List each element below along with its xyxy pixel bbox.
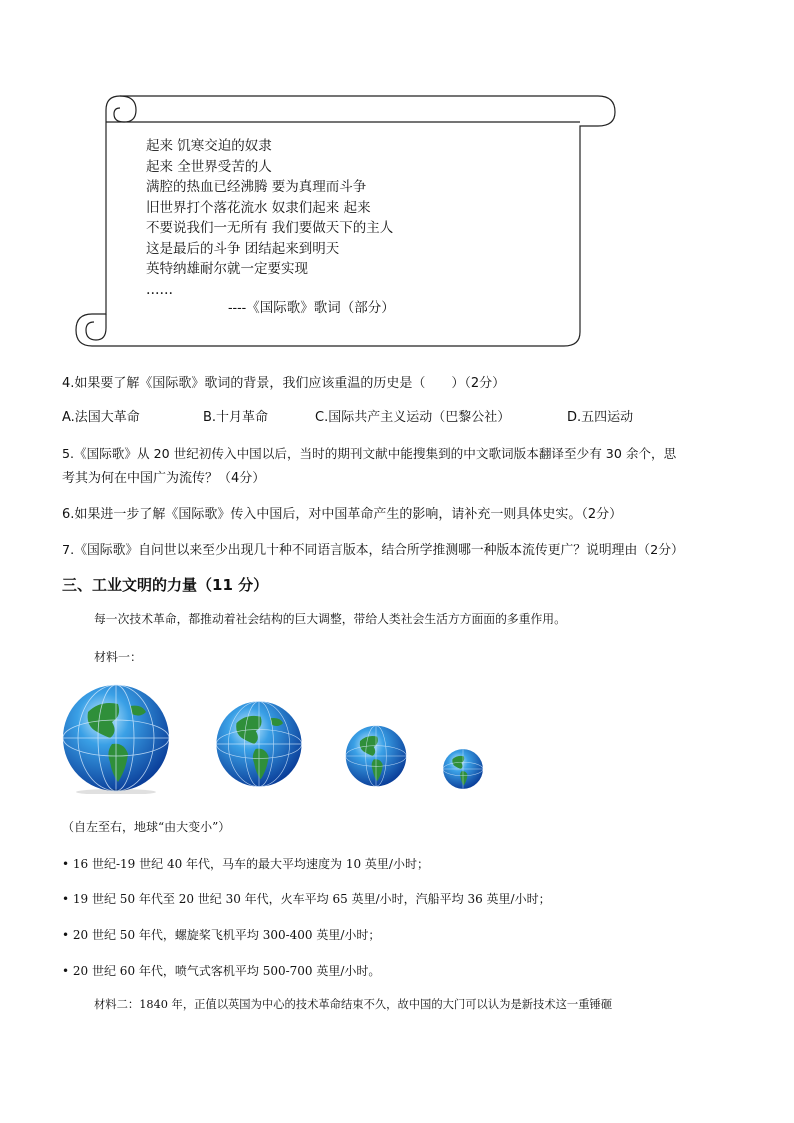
question-4: 4.如果要了解《国际歌》歌词的背景，我们应该重温的历史是（ ）（2分） <box>62 376 506 391</box>
globe-caption: （自左至右，地球“由大变小”） <box>62 820 231 834</box>
globe-icon <box>214 699 304 789</box>
bullet-item: • 20 世纪 50 年代，螺旋桨飞机平均 300-400 英里/小时； <box>62 928 381 942</box>
section-intro: 每一次技术革命，都推动着社会结构的巨大调整，带给人类社会生活方方面面的多重作用。 <box>94 612 566 626</box>
question-7: 7.《国际歌》自问世以来至少出现几十种不同语言版本，结合所学推测哪一种版本流传更广？说明理由（2分） <box>62 543 684 558</box>
lyric-line: 这是最后的斗争 团结起来到明天 <box>146 240 340 257</box>
bullet-text: 20 世纪 50 年代，螺旋桨飞机平均 300-400 英里/小时； <box>72 928 381 942</box>
globe-icon <box>442 748 484 790</box>
bullet-item: • 20 世纪 60 年代，喷气式客机平均 500-700 英里/小时。 <box>62 964 381 978</box>
question-6: 6.如果进一步了解《国际歌》传入中国后，对中国革命产生的影响，请补充一则具体史实。（2分） <box>62 507 623 522</box>
question-5-line2: 考其为何在中国广为流传？（4分） <box>62 471 266 486</box>
lyric-line: 起来 全世界受苦的人 <box>146 158 272 175</box>
lyric-line: 起来 饥寒交迫的奴隶 <box>146 138 272 154</box>
lyric-line: …… <box>146 281 173 298</box>
lyric-line: 满腔的热血已经沸腾 要为真理而斗争 <box>146 179 367 195</box>
lyric-line: 旧世界打个落花流水 奴隶们起来 起来 <box>146 199 371 216</box>
material-2: 材料二：1840 年，正值以英国为中心的技术革命结束不久，故中国的大门可以认为是新技术这一重锤砸 <box>94 998 613 1011</box>
bullet-item: • 16 世纪-19 世纪 40 年代，马车的最大平均速度为 10 英里/小时； <box>62 857 429 871</box>
option-a: A.法国大革命 <box>62 410 140 425</box>
lyric-line: 英特纳雄耐尔就一定要实现 <box>146 261 308 277</box>
section-heading: 三、工业文明的力量（11 分） <box>62 576 269 594</box>
lyrics-source: ----《国际歌》歌词（部分） <box>228 300 395 316</box>
lyric-line: 不要说我们一无所有 我们要做天下的主人 <box>146 220 394 236</box>
option-b: B.十月革命 <box>203 410 269 425</box>
globe-icon <box>344 724 408 788</box>
globe-icon <box>60 682 172 794</box>
bullet-text: 16 世纪-19 世纪 40 年代，马车的最大平均速度为 10 英里/小时； <box>72 857 429 871</box>
material-1-label: 材料一： <box>94 650 143 664</box>
bullet-text: 20 世纪 60 年代，喷气式客机平均 500-700 英里/小时。 <box>72 964 381 978</box>
lyrics <box>146 136 393 300</box>
bullet-text: 19 世纪 50 年代至 20 世纪 30 年代，火车平均 65 英里/小时，汽船平均 36 英里/小时； <box>72 892 551 906</box>
option-d: D.五四运动 <box>567 410 634 425</box>
question-5-line1: 5.《国际歌》从 20 世纪初传入中国以后，当时的期刊文献中能搜集到的中文歌词版本翻译至少有 30 余个，思 <box>62 446 677 461</box>
option-c: C.国际共产主义运动（巴黎公社） <box>315 410 511 425</box>
bullet-item: • 19 世纪 50 年代至 20 世纪 30 年代，火车平均 65 英里/小时，汽船平均 36 英里/小时； <box>62 892 551 906</box>
